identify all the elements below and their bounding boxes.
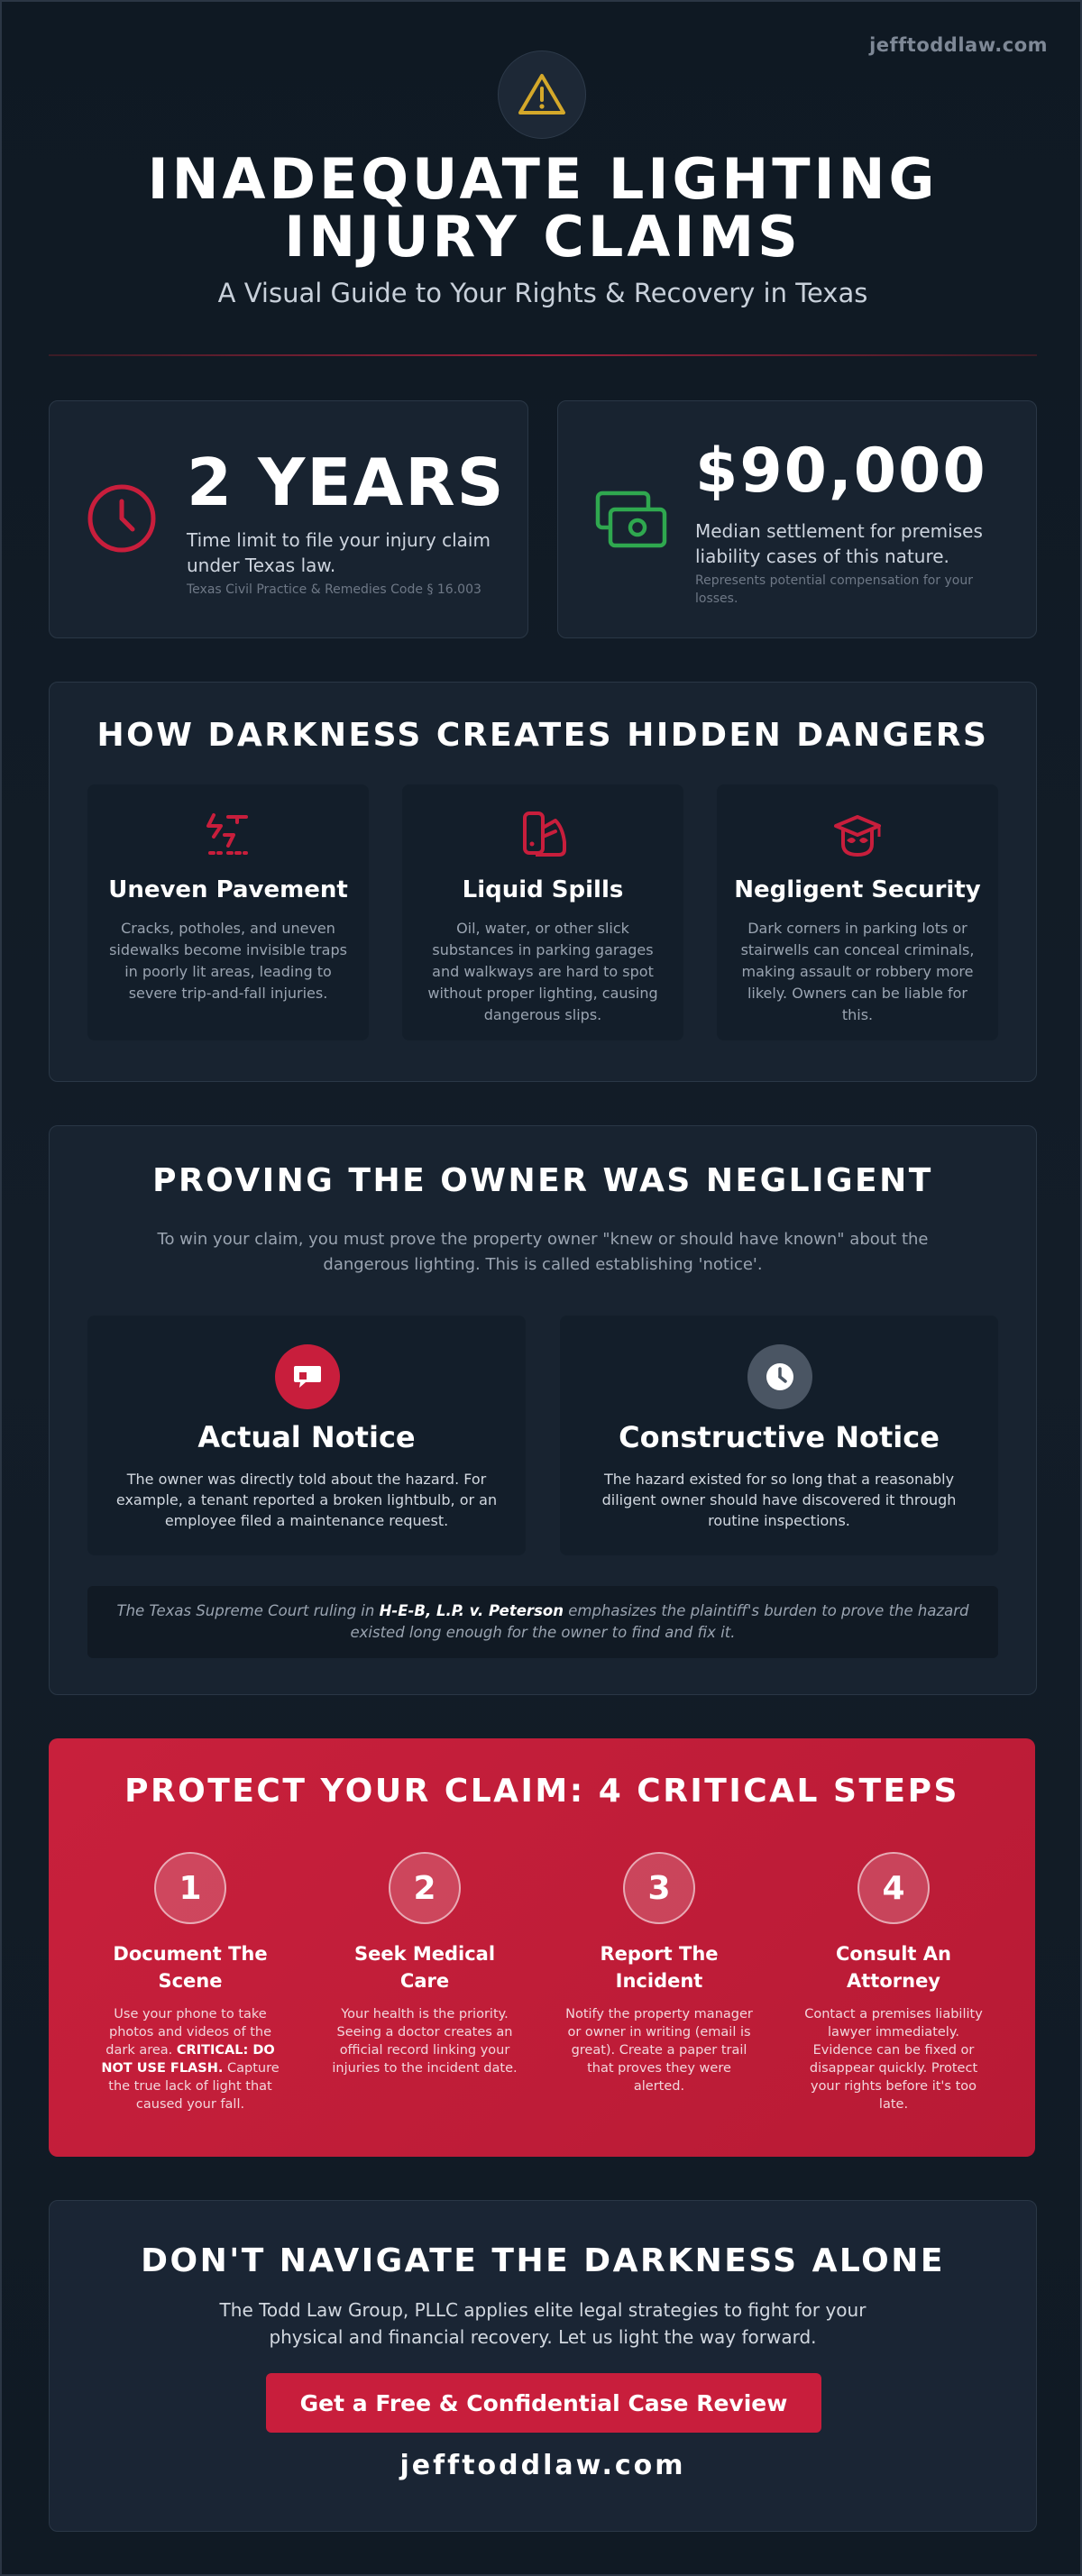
step-text: Notify the property manager or owner in writing (email is great). Create a paper trail that proves they were alerted. xyxy=(565,2007,753,2094)
spill-icon xyxy=(516,808,570,862)
free-case-review-button[interactable]: Get a Free & Confidential Case Review xyxy=(266,2373,821,2433)
step-title: Seek Medical Care xyxy=(353,1943,496,1992)
clock-icon xyxy=(86,482,158,555)
stat-description: Median settlement for premises liability cases of this nature. xyxy=(695,520,983,567)
danger-card-security xyxy=(717,784,998,1040)
cta-section xyxy=(49,2200,1037,2532)
case-citation: H-E-B, L.P. v. Peterson xyxy=(379,1602,564,1619)
step-text: Contact a premises liability lawyer immediately. Evidence can be fixed or disappear quickly. Protect your rights before it's too late. xyxy=(804,2007,983,2112)
stat-value: $90,000 xyxy=(695,435,987,507)
dangers-section xyxy=(49,682,1037,1082)
section-heading: HOW DARKNESS CREATES HIDDEN DANGERS xyxy=(96,717,989,754)
step-1 xyxy=(96,1852,285,2113)
step-4 xyxy=(799,1852,988,2113)
header-divider xyxy=(49,354,1037,356)
step-title: Report The Incident xyxy=(600,1943,719,1992)
cta-text: The Todd Law Group, PLLC applies elite legal strategies to fight for your physical and financial recovery. Let us light the way forward. xyxy=(219,2299,867,2348)
notice-text: The hazard existed for so long that a reasonably diligent owner should have discovered it through routine inspections. xyxy=(601,1471,957,1529)
step-number: 3 xyxy=(623,1852,695,1924)
step-text: Your health is the priority. Seeing a doctor creates an official record linking your injuries to the incident date. xyxy=(332,2007,518,2076)
notice-title: Actual Notice xyxy=(197,1420,416,1454)
site-domain[interactable]: jefftoddlaw.com xyxy=(869,34,1048,56)
mask-icon xyxy=(830,808,885,862)
stat-value: 2 YEARS xyxy=(187,445,506,520)
broken-path-icon xyxy=(201,808,255,862)
case-quote-text xyxy=(100,1600,986,1644)
section-heading: PROVING THE OWNER WAS NEGLIGENT xyxy=(152,1162,933,1199)
step-text xyxy=(96,2005,285,2113)
danger-card-pavement xyxy=(87,784,369,1040)
speech-bubble-icon xyxy=(292,1363,323,1390)
step-number: 2 xyxy=(389,1852,461,1924)
notice-icon-circle xyxy=(275,1344,340,1409)
money-icon xyxy=(594,488,670,551)
negligence-section xyxy=(49,1125,1037,1695)
danger-text: Oil, water, or other slick substances in parking garages and walkways are hard to spot without proper lighting, causing dangerous slips. xyxy=(427,920,658,1023)
stat-card-settlement xyxy=(557,400,1037,638)
quote-suffix: emphasizes the plaintiff's burden to prove the hazard existed long enough for the owner to find and fix it. xyxy=(350,1602,969,1641)
notice-card-constructive xyxy=(560,1316,998,1555)
step-title: Document The Scene xyxy=(113,1943,268,1992)
stat-description: Time limit to file your injury claim under Texas law. xyxy=(187,529,491,576)
stat-note: Represents potential compensation for your losses. xyxy=(695,573,973,606)
step-number: 1 xyxy=(154,1852,226,1924)
stat-note: Texas Civil Practice & Remedies Code § 16.003 xyxy=(187,582,481,597)
clock-icon xyxy=(765,1361,795,1392)
page-title xyxy=(2,146,1082,270)
steps-section xyxy=(49,1738,1035,2157)
cta-heading: DON'T NAVIGATE THE DARKNESS ALONE xyxy=(141,2242,945,2279)
step-text-part: Use your phone to take photos and videos of the dark area. xyxy=(105,2007,272,2058)
warning-badge xyxy=(498,50,586,139)
page-subtitle: A Visual Guide to Your Rights & Recovery in Texas xyxy=(217,278,868,308)
warning-triangle-icon xyxy=(517,72,567,117)
title-line-1: INADEQUATE LIGHTING xyxy=(147,146,939,212)
step-number: 4 xyxy=(857,1852,930,1924)
danger-text: Cracks, potholes, and uneven sidewalks become invisible traps in poorly lit areas, leading to severe trip-and-fall injuries. xyxy=(109,920,347,1002)
danger-title: Uneven Pavement xyxy=(108,876,348,903)
notice-title: Constructive Notice xyxy=(619,1420,940,1454)
quote-prefix: The Texas Supreme Court ruling in xyxy=(116,1602,380,1619)
step-title: Consult An Attorney xyxy=(836,1943,951,1992)
section-heading: PROTECT YOUR CLAIM: 4 CRITICAL STEPS xyxy=(124,1773,959,1810)
step-warning: CRITICAL: DO NOT USE FLASH. xyxy=(101,2043,275,2076)
danger-title: Liquid Spills xyxy=(462,876,624,903)
notice-card-actual xyxy=(87,1316,526,1555)
title-line-2: INJURY CLAIMS xyxy=(284,204,802,270)
step-2 xyxy=(330,1852,519,2077)
notice-text: The owner was directly told about the hazard. For example, a tenant reported a broken lightbulb, or an employee filed a maintenance request. xyxy=(115,1471,498,1529)
step-3 xyxy=(564,1852,754,2095)
notice-icon-circle xyxy=(747,1344,812,1409)
danger-card-spills xyxy=(402,784,683,1040)
danger-title: Negligent Security xyxy=(734,876,981,903)
stat-card-deadline xyxy=(49,400,528,638)
case-quote xyxy=(87,1586,998,1658)
negligence-intro: To win your claim, you must prove the property owner "knew or should have known" about the dangerous lighting. This is called establishing 'notice'. xyxy=(157,1230,929,1274)
danger-text: Dark corners in parking lots or stairwells can conceal criminals, making assault or robbery more likely. Owners can be liable for this. xyxy=(740,920,975,1023)
cta-domain[interactable]: jefftoddlaw.com xyxy=(399,2450,686,2481)
step-text-part: Capture the true lack of light that caused your fall. xyxy=(108,2061,280,2112)
